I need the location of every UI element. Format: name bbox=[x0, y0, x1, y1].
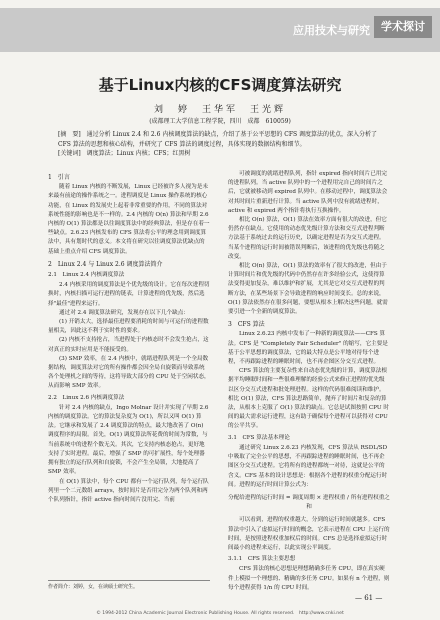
abstract: [摘 要] 通过分析 Linux 2.4 和 2.6 内核调度算法的缺点，介绍了基于公平思想的 CFS 调度算法的优点，深入分析了 CFS 算法的思想和核心结构，并研究了 CFS 算法的调度过程，具体实现的数据结构和细节。 bbox=[58, 131, 377, 148]
paragraph: CFS 算法的核心思想是理想精确多任务 CPU，即在真实硬件上模拟一个理想的、精确的多任务 CPU。如果有 n 个进程，则每个进程获得 1/n 的 CPU 时间。 bbox=[228, 566, 390, 591]
paragraph: 2.4 内核采用的调度算法是个优先级的设计。它在每次进程切换时，内核扫描可运行进程的链表，计算进程的优先级，然后选择"最佳"进程来运行。 bbox=[48, 282, 210, 307]
section-heading: 3 CFS 算法 bbox=[228, 321, 265, 329]
section-heading: 1 引言 bbox=[48, 174, 70, 181]
paragraph: CFS 算法的主要复杂性来自动态优先级的计算，调度算法根据平均睡眠时间和一些很难理解的经验公式来修正进程的优先级以区分交互式进程和批处理进程。这样的代码很难阅读和维护。相比 O(1) 算法，CFS 算法思路简单，抛弃了时间片和复杂的算法，从根本上克服了 O(1) 算法的缺点。它总是试图按照 CPU 时间的最大需求运行进程，这有助于确保每个进程可以获得对 CPU 的公平共享。 bbox=[228, 368, 389, 430]
section-tag: 学术探讨 bbox=[374, 16, 432, 38]
formula: 分配给进程的运行时间 = 调度周期 × 进程权重 / 所有进程权重之和 bbox=[228, 494, 390, 511]
section-heading: 2 Linux 2.4 与 Linux 2.6 调度算法简介 bbox=[48, 260, 163, 268]
paragraph: (1) 开销太大，选择最佳进程要消耗的时间与可运行的进程数量相关，因此这不利于实时性的要求。 bbox=[48, 319, 209, 335]
paragraph: 通过对 2.4 调度算法研究，发现存在以下几个缺点： bbox=[59, 309, 189, 316]
keywords: [关键词] 调度算法；Linux 内核；CFS；红黑树 bbox=[58, 150, 191, 157]
abstract-block bbox=[58, 130, 388, 159]
left-column bbox=[48, 170, 210, 505]
subsection-heading: 3.1.1 CFS 算法主要思想 bbox=[228, 556, 296, 563]
paragraph: 相比 O(n) 算法，O(1) 算法在效率方面有很大的改进，但它仍然存在缺点。它使用的动态优先级计算方法和交互式进程判断方法基于系统过去的运行历史，以确定进程是否为交互式进程。当某个进程的运行时间被错误判断后，该进程的优先级也将随之改变。 bbox=[228, 217, 387, 260]
paragraph: (3) SMP 效率，在 2.4 内核中，就绪进程队列是一个全局数据结构，调度算法对它的所有操作都会因全局自旋锁而导致系统各个处理机之间的等待，这将导致大部分的 CPU 处于空闲状态，从而影响 SMP 效率。 bbox=[48, 355, 210, 390]
paragraph: Linux 2.6.23 内核中发布了一种新的调度算法——CFS 算法。CFS 是 "Completely Fair Scheduler" 的缩写，它主要是基于公平思想的调度算法，它的最大特点是公平地对待每个进程，不再跟踪进程的睡眠时间，也不再企图区分交互式进程。 bbox=[228, 331, 388, 366]
paragraph: 可被调度的就绪进程队列，指针 expired 指向时间片已用完的进程队列。当 active 队列中的一个进程用完自己的时间片之后，它就被移动到 expired 队列中。在移动过程中，调度算法会对其时间片重新进行计算。当 active 队列中没有就绪进程时，active 和 expired 两个指针将执行互换操作。 bbox=[228, 171, 388, 214]
paragraph: 相比 O(n) 算法，O(1) 算法的效率有了很大的改进，但由于计算时间片和优先级的代码中仍然存在许多经验公式，这使得算法变得更加复杂，难以维护和扩展，尤其是它对交互式进程的判断方法，在某些场景下会导致进程的响应时间变长。总的来说，O(1) 算法依然存在很多问题，要想从根本上解决这些问题，就需要引进一个全新的调度算法。 bbox=[228, 263, 388, 316]
paragraph: (2) 内核不支持抢占，当进程处于内核态时不会发生抢占，这对真正的实时应用是不能接受的。 bbox=[48, 337, 209, 353]
right-column bbox=[228, 170, 390, 593]
paper-title: 基于Linux内核的CFS调度算法研究 bbox=[98, 76, 342, 94]
paragraph: 针对 2.4 内核的缺点，Ingo Molnar 设计并实现了早期 2.6 内核的调度算法。它的算法复杂度为 O(1)，所以又叫 O(1) 算法。它继承和发展了 2.4 调度算法的特点，最大地改善了 O(n) 调度程序的局限。首先，O(1) 调度算法所花费的时间为常数，与当前系统中的进程个数无关。其次，它支持内核态抢占，更好地支持了实时进程。最后，增强了 SMP 的可扩展性，每个处理器拥有独立的运行队列和自旋锁，不会产生全局锁，大地提高了 SMP 效率。 bbox=[48, 404, 209, 476]
copyright-footer: © 1994-2012 China Academic Journal Electronic Publishing House. All rights reserved. http://www.cnki.net bbox=[96, 611, 344, 616]
section-label: 应用技术与研究 bbox=[293, 24, 370, 37]
authors: 刘 婷 王华军 王光辉 bbox=[153, 105, 286, 115]
subsection-heading: 2.1 Linux 2.4 内核调度算法 bbox=[48, 272, 125, 279]
affiliation: (成都理工大学信息工程学院，四川 成都 610059) bbox=[149, 118, 291, 125]
footnote: 作者简介：刘婷，女，在读硕士研究生。 bbox=[48, 580, 210, 590]
paragraph: 随着 Linux 内核的不断发展，Linux 已经被许多人视为是未来最有前途的操作系统之一。进程调度是 Linux 操作系统的核心功能，在 Linux 的发展史上起着非常重要的作用，不同的算法对系统性能的影响也是不一样的。2.4 内核的 O(n) 算法和早期 2.6 内核的 O(1) 算法都是以往调度算法中的经典算法，但是存在着一些缺点。2.6.23 内核发布的 CFS 算法将公平的理念用到调度算法中，具有划时代的意义。本文将在研究以往调度算法优缺点的基础上重点介绍 CFS 调度算法。 bbox=[48, 184, 210, 255]
paragraph: 通过研究 Linux 2.6.23 内核发现，CFS 算法从 RSDL/SD 中吸取了完全公平的思想，不再跟踪进程的睡眠时间，也不再企图区分交互式进程。它将所有的进程都统一对待，这就是公平的含义。CFS 基本的设计思想是：根据各个进程的权重分配运行时间。进程的运行时间计算公式为： bbox=[228, 444, 388, 488]
subsection-heading: 3.1 CFS 算法基本理论 bbox=[228, 434, 290, 441]
paragraph: 在 O(1) 算法中，每个 CPU 都有一个运行队列，每个运行队列里一个二元数组 arrays，按时间片是否用完分为两个队列和两个队列指针，指针 active 指向时间片没用完、当前 bbox=[48, 478, 209, 503]
page-number: — 61 — bbox=[355, 594, 383, 602]
subsection-heading: 2.2 Linux 2.6 内核调度算法 bbox=[48, 394, 125, 401]
paragraph: 可以看到，进程的权重越大，分到的运行时间就越多。CFS 算法中引入了虚拟运行时间的概念，它表示进程在 CPU 上运行的时间，是按照进程权重加权后的时间。CFS 总是选择虚拟运行时间最小的进程来运行，以此实现公平调度。 bbox=[228, 517, 390, 551]
